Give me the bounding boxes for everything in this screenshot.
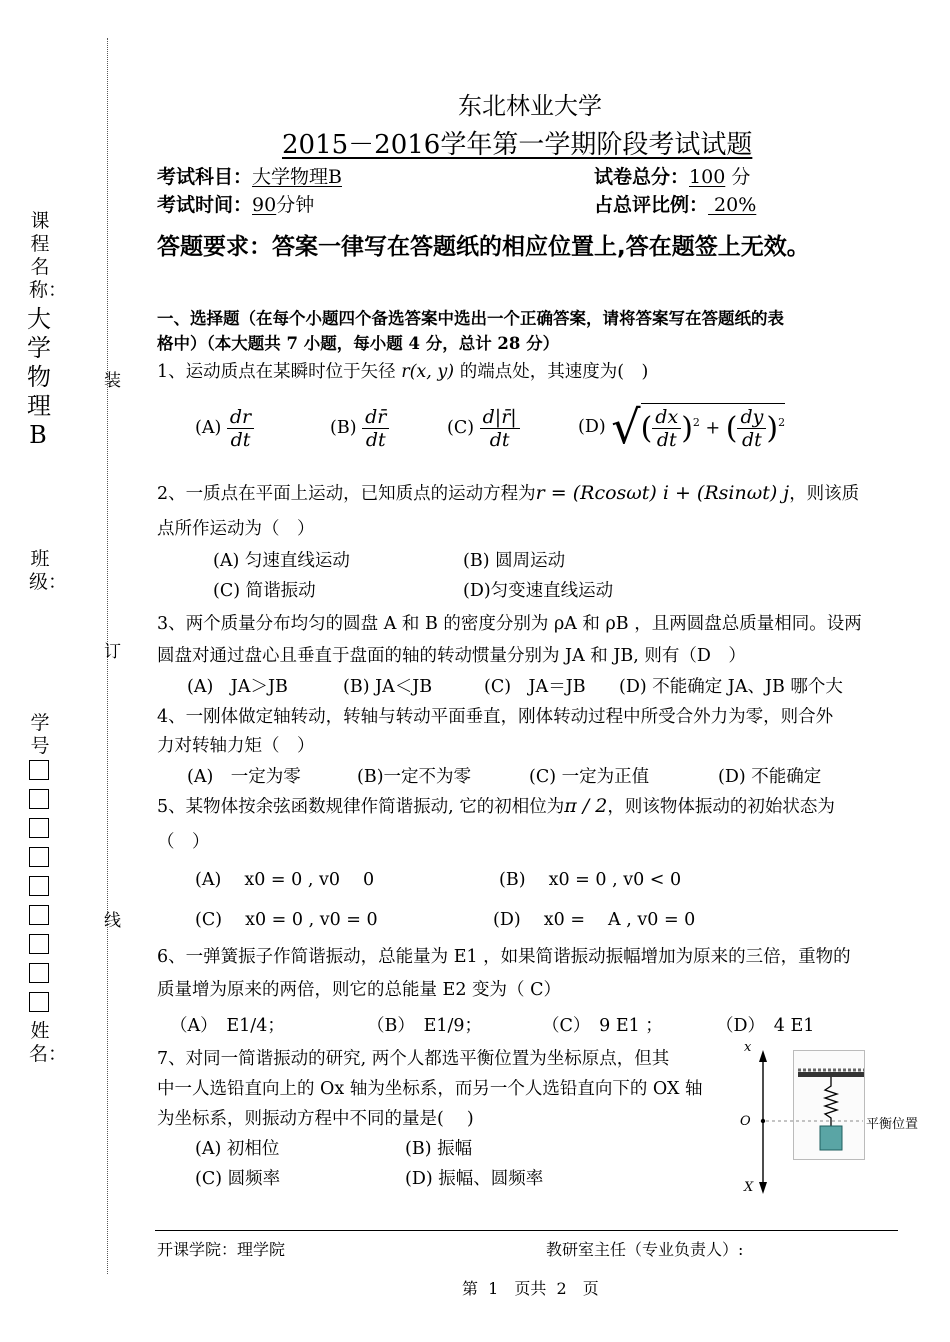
q5-option-c[interactable]: (C) x0 = 0 , v0 = 0 [195, 910, 378, 930]
id-box[interactable] [29, 905, 49, 925]
q1-stem-b: 的端点处，其速度为( ) [459, 362, 649, 382]
q6-option-d[interactable]: （D） 4 E1 [716, 1016, 815, 1036]
binding-mark-zhuang: 装 [104, 371, 121, 391]
q3-line1: 3、两个质量分布均匀的圆盘 A 和 B 的密度分别为 ρA 和 ρB ，且两圆盘总质量相同。设两 [157, 614, 862, 634]
q5-line2: （ ） [157, 832, 210, 852]
q2-option-c[interactable]: (C) 简谐振动 [213, 581, 316, 601]
q2-option-a[interactable]: (A) 匀速直线运动 [213, 551, 350, 571]
ratio-row [594, 190, 756, 217]
numerator: dx [652, 406, 681, 429]
q3-option-a[interactable]: (A) JA＞JB [187, 677, 288, 697]
axis-arrow-down [759, 1182, 767, 1194]
q3-option-b[interactable]: (B) JA＜JB [343, 677, 433, 697]
sqrt-sign: √ [611, 400, 641, 454]
q1-option-b[interactable] [330, 406, 389, 451]
q4-option-a[interactable]: (A) 一定为零 [187, 767, 301, 787]
id-box[interactable] [29, 963, 49, 983]
q2-stem-a: 2、一质点在平面上运动，已知质点的运动方程为 [157, 484, 536, 504]
q1-option-a[interactable] [195, 406, 254, 451]
id-box[interactable] [29, 847, 49, 867]
numerator: dy [737, 406, 766, 429]
name-label: 姓名： [29, 1020, 68, 1065]
time-value: 90 [252, 194, 277, 216]
q3-line2: 圆盘对通过盘心且垂直于盘面的轴的转动惯量分别为 JA 和 JB, 则有（D ） [157, 646, 746, 666]
time-unit: 分钟 [276, 194, 315, 216]
numerator: dr [227, 406, 254, 429]
total-unit: 分 [731, 166, 751, 188]
q7-option-d[interactable]: (D) 振幅、圆频率 [405, 1169, 544, 1189]
q5-option-a[interactable]: (A) x0 = 0 , v0 0 [195, 870, 375, 890]
ratio-label: 占总评比例： [594, 194, 709, 216]
id-box[interactable] [29, 876, 49, 896]
id-box[interactable] [29, 760, 49, 780]
subject-label: 考试科目： [157, 166, 253, 188]
course-label: 课程名称： [29, 210, 68, 301]
q1-stem [157, 358, 648, 383]
option-label: (C) [447, 418, 475, 438]
course-value: 大学物理B [27, 305, 51, 449]
id-box[interactable] [29, 992, 49, 1012]
q5-line1-b: ，则该物体振动的初始状态为 [607, 797, 835, 817]
denominator: dt [230, 429, 251, 451]
class-label: 班级： [29, 548, 68, 593]
time-label: 考试时间： [157, 194, 253, 216]
footer-director: 教研室主任（专业负责人）: [546, 1240, 744, 1259]
spring [825, 1077, 837, 1126]
q7-line1: 7、对同一简谐振动的研究, 两个人都选平衡位置为坐标原点，但其 [157, 1049, 670, 1069]
q3-option-d[interactable]: (D) 不能确定 JA、JB 哪个大 [619, 677, 843, 697]
q4-option-b[interactable]: (B)一定不为零 [357, 767, 472, 787]
q5-line1-a: 5、某物体按余弦函数规律作简谐振动, 它的初相位为 [157, 797, 565, 817]
exam-title: 2015－2016学年第一学期阶段考试试题 [282, 130, 753, 160]
option-label: (B) [330, 418, 357, 438]
ceiling [798, 1072, 864, 1077]
student-id-boxes [29, 760, 51, 1021]
q7-line2: 中一人选铅直向上的 Ox 轴为坐标系，而另一个人选铅直向下的 OX 轴 [157, 1079, 703, 1099]
q1-stem-a: 1、运动质点在某瞬时位于矢径 [157, 362, 396, 382]
ratio-value: 20% [708, 194, 757, 216]
total-label: 试卷总分： [594, 166, 690, 188]
q4-line2: 力对转轴力矩（ ） [157, 736, 315, 756]
university-name: 东北林业大学 [458, 92, 602, 120]
answer-requirement: 答题要求：答案一律写在答题纸的相应位置上,答在题签上无效。 [157, 234, 810, 260]
q6-option-c[interactable]: （C） 9 E1 ； [542, 1016, 663, 1036]
time-row [157, 190, 314, 217]
fraction [362, 406, 389, 451]
id-box[interactable] [29, 818, 49, 838]
total-value: 100 [689, 166, 726, 188]
mass-block [820, 1126, 842, 1150]
q1-vector: r(x, y) [401, 362, 455, 382]
q7-option-b[interactable]: (B) 振幅 [405, 1139, 473, 1159]
footer-college: 开课学院：理学院 [157, 1240, 286, 1259]
numerator: d|r̄| [480, 406, 520, 429]
subject-row [157, 162, 342, 189]
fig-equilibrium-label: 平衡位置 [866, 1117, 919, 1132]
option-label: (A) [195, 418, 222, 438]
q7-option-a[interactable]: (A) 初相位 [195, 1139, 280, 1159]
q5-phase: π / 2 [564, 795, 608, 817]
denominator: dt [656, 429, 677, 451]
axis-arrow-up [759, 1050, 767, 1062]
q7-line3: 为坐标系，则振动方程中不同的量是( ) [157, 1109, 474, 1129]
q5-option-b[interactable]: (B) x0 = 0 , v0 < 0 [499, 870, 682, 890]
sqrt-body: ( $\frac{dx}{dt}$ )$^2$ + ( $\frac{dy}{dt}$ )$^2$ [641, 403, 786, 451]
q6-option-a[interactable]: （A） E1/4； [170, 1016, 285, 1036]
fraction [737, 406, 766, 451]
origin-dot [761, 1119, 765, 1123]
q6-line1: 6、一弹簧振子作简谐振动，总能量为 E1 ，如果简谐振动振幅增加为原来的三倍，重物的 [157, 947, 851, 967]
student-id-label: 学号 [30, 712, 50, 757]
subject-value: 大学物理B [252, 166, 342, 188]
q2-equation: r = (Rcosωt) i + (Rsinωt) j [535, 482, 790, 504]
total-row [594, 162, 750, 189]
fraction [652, 406, 681, 451]
fig-origin-label: O [740, 1114, 751, 1129]
q4-option-d[interactable]: (D) 不能确定 [718, 767, 822, 787]
q6-line2: 质量增为原来的两倍，则它的总能量 E2 变为（ C） [157, 980, 561, 1000]
q4-option-c[interactable]: (C) 一定为正值 [529, 767, 650, 787]
fig-x-top: x [744, 1040, 752, 1055]
q5-line1 [157, 793, 835, 818]
fraction [227, 406, 254, 451]
denominator: dt [365, 429, 386, 451]
fig-x-bottom: X [744, 1180, 754, 1195]
binding-mark-ding: 订 [104, 642, 121, 662]
q1-option-c[interactable] [447, 406, 520, 451]
denominator: dt [489, 429, 510, 451]
q1-option-d[interactable] [578, 400, 785, 454]
denominator: dt [742, 429, 762, 451]
binding-mark-xian: 线 [104, 911, 121, 931]
q2-stem [157, 480, 859, 505]
q3-option-c[interactable]: (C) JA＝JB [484, 677, 586, 697]
q2-option-b[interactable]: (B) 圆周运动 [463, 551, 566, 571]
section1-title-line2: 格中）（本大题共 7 小题，每小题 4 分，总计 28 分） [157, 334, 560, 353]
q2-option-d[interactable]: (D)匀变速直线运动 [463, 581, 614, 601]
q6-option-b[interactable]: （B） E1/9； [367, 1016, 483, 1036]
section1-title-line1: 一、选择题（在每个小题四个备选答案中选出一个正确答案，请将答案写在答题纸的表 [157, 309, 784, 328]
q2-stem-b: ，则该质 [789, 484, 860, 504]
q4-line1: 4、一刚体做定轴转动，转轴与转动平面垂直，刚体转动过程中所受合外力为零，则合外 [157, 707, 834, 727]
footer-rule [155, 1230, 898, 1231]
fraction [480, 406, 520, 451]
numerator: dr̄ [362, 406, 389, 429]
id-box[interactable] [29, 789, 49, 809]
id-box[interactable] [29, 934, 49, 954]
footer-page-number: 第 1 页共 2 页 [462, 1279, 599, 1298]
q5-option-d[interactable]: (D) x0 = A , v0 = 0 [493, 910, 696, 930]
q7-option-c[interactable]: (C) 圆频率 [195, 1169, 281, 1189]
q2-line2: 点所作运动为（ ） [157, 519, 315, 539]
option-label: (D) [578, 417, 606, 437]
